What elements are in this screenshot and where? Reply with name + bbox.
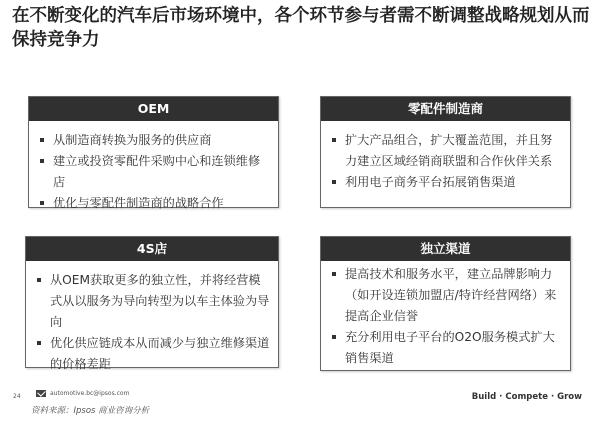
independent-channel-box (320, 236, 571, 371)
4s-store-box (25, 236, 279, 371)
source-note: 资料来源：Ipsos 商业咨询分析 (31, 406, 150, 416)
mail-icon (36, 390, 46, 397)
footer-email (36, 390, 129, 397)
box-header: 4S店 (26, 237, 278, 261)
tagline: Build · Compete · Grow (471, 392, 582, 402)
list-item: 从OEM获取更多的独立性，并将经营模式从以服务为导向转型为以车主体验为导向 (36, 270, 270, 333)
page-number: 24 (13, 393, 21, 400)
list-item: 优化供应链成本从而减少与独立维修渠道的价格差距 (36, 333, 270, 375)
email-text: automotive.bc@ipsos.com (50, 390, 130, 397)
box-header: 零配件制造商 (321, 97, 570, 121)
list-item: 从制造商转换为服务的供应商 (39, 130, 270, 151)
list-item: 优化与零配件制造商的战略合作 (39, 193, 270, 214)
slide-title: 在不断变化的汽车后市场环境中，各个环节参与者需不断调整战略规划从而保持竞争力 (12, 6, 590, 50)
list-item: 扩大产品组合，扩大覆盖范围，并且努力建立区域经销商联盟和合作伙伴关系 (331, 130, 562, 172)
oem-box (28, 96, 279, 208)
parts-manufacturer-box (320, 96, 571, 208)
list-item: 充分利用电子平台的O2O服务模式扩大销售渠道 (331, 327, 562, 369)
box-header: OEM (29, 97, 278, 121)
box-header: 独立渠道 (321, 237, 570, 261)
list-item: 提高技术和服务水平，建立品牌影响力（如开设连锁加盟店/特许经营网络）来提高企业信誉 (331, 264, 562, 327)
list-item: 利用电子商务平台拓展销售渠道 (331, 172, 562, 193)
list-item: 建立或投资零配件采购中心和连锁维修店 (39, 151, 270, 193)
